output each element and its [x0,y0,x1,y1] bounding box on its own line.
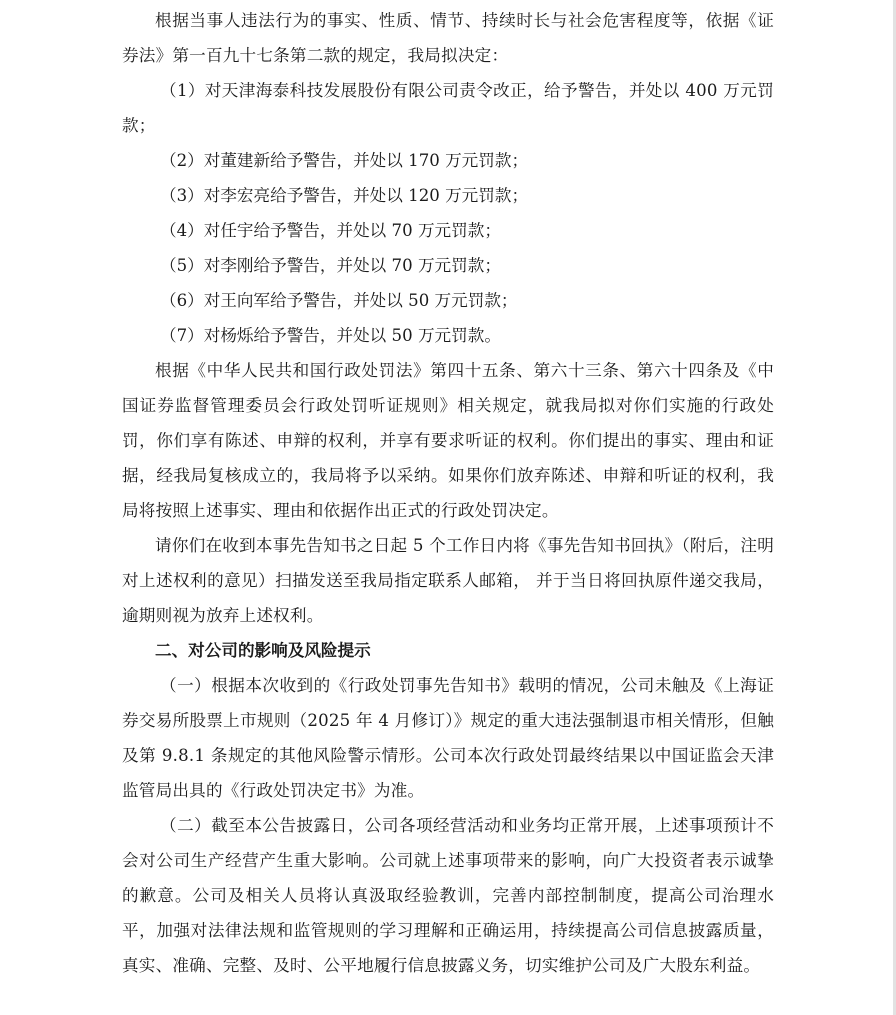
penalty-item: （6）对王向军给予警告，并处以 50 万元罚款； [160,291,518,310]
rights-paragraph: 根据《中华人民共和国行政处罚法》第四十五条、第六十三条、第六十四条及《中国证券监督管理委员会行政处罚听证规则》相关规定，就我局拟对你们实施的行政处罚，你们享有陈述、申辩的权利，并享有要求听证的权利。你们提出的事实、理由和证据，经我局复核成立的，我局将予以采纳。如果你们放弃陈述、申辩和听证的权利，我局将按照上述事实、理由和依据作出正式的行政处罚决定。 [122,361,774,520]
impact-paragraph-two: （二）截至本公告披露日，公司各项经营活动和业务均正常开展，上述事项预计不会对公司生产经营产生重大影响。公司就上述事项带来的影响，向广大投资者表示诚挚的歉意。公司及相关人员将认真汲取经验教训，完善内部控制制度，提高公司治理水平，加强对法律法规和监管规则的学习理解和正确运用，持续提高公司信息披露质量，真实、准确、完整、及时、公平地履行信息披露义务，切实维护公司及广大股东利益。 [122,816,774,975]
penalty-item: （3）对李宏亮给予警告，并处以 120 万元罚款； [160,186,529,205]
penalty-item-company: （1）对天津海泰科技发展股份有限公司责令改正，给予警告，并处以 400 万元罚款； [122,81,774,135]
penalty-item: （7）对杨烁给予警告，并处以 50 万元罚款。 [160,326,501,345]
penalty-item: （4）对任宇给予警告，并处以 70 万元罚款； [160,221,501,240]
penalty-item: （2）对董建新给予警告，并处以 170 万元罚款； [160,151,529,170]
document-page [122,3,774,983]
impact-paragraph-one: （一）根据本次收到的《行政处罚事先告知书》载明的情况，公司未触及《上海证券交易所股票上市规则（2025 年 4 月修订）》规定的重大违法强制退市相关情形，但触及第 9.8.1 条规定的其他风险警示情形。公司本次行政处罚最终结果以中国证监会天津监管局出具的《行政处罚决定书》为准。 [122,676,774,800]
receipt-paragraph: 请你们在收到本事先告知书之日起 5 个工作日内将《事先告知书回执》（附后，注明对上述权利的意见）扫描发送至我局指定联系人邮箱， 并于当日将回执原件递交我局，逾期则视为放弃上述权利。 [122,536,774,625]
section-heading: 二、对公司的影响及风险提示 [155,641,371,660]
penalty-item: （5）对李刚给予警告，并处以 70 万元罚款； [160,256,501,275]
penalty-list [122,143,774,353]
decision-basis-paragraph: 根据当事人违法行为的事实、性质、情节、持续时长与社会危害程度等，依据《证券法》第一百九十七条第二款的规定，我局拟决定： [122,11,774,65]
